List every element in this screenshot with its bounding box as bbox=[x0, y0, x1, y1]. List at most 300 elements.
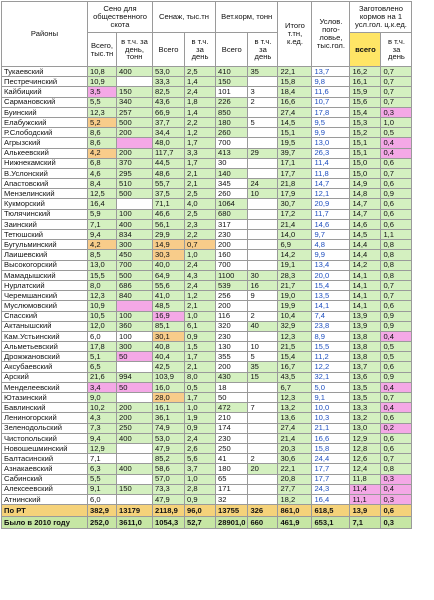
table-cell: 66,9 bbox=[153, 107, 185, 117]
table-cell bbox=[117, 138, 153, 148]
table-cell: 37,5 bbox=[153, 189, 185, 199]
table-cell: 57,0 bbox=[153, 474, 185, 484]
footer-cell: 2118,9 bbox=[153, 505, 185, 517]
table-cell: 14,0 bbox=[278, 230, 312, 240]
table-cell: 370 bbox=[117, 158, 153, 168]
table-cell: 12,9 bbox=[350, 433, 381, 443]
table-cell: 14,4 bbox=[350, 240, 381, 250]
table-cell: 74,9 bbox=[153, 423, 185, 433]
table-cell: 2,1 bbox=[185, 168, 216, 178]
table-cell: 0,6 bbox=[381, 219, 412, 229]
table-cell: 1,0 bbox=[185, 403, 216, 413]
table-cell: 16,7 bbox=[278, 362, 312, 372]
footer-cell: 861,0 bbox=[278, 505, 312, 517]
table-cell: 13,0 bbox=[88, 260, 117, 270]
table-cell: 12,1 bbox=[312, 189, 350, 199]
col-header-haylage: Сенаж, тыс.тн bbox=[153, 2, 216, 33]
table-cell: 12,0 bbox=[88, 321, 117, 331]
table-cell: 24,4 bbox=[312, 454, 350, 464]
table-cell: 39,7 bbox=[278, 148, 312, 158]
table-cell: 10,2 bbox=[88, 403, 117, 413]
table-cell: 171 bbox=[216, 484, 248, 494]
footer-cell: 52,7 bbox=[185, 517, 216, 529]
table-cell: 4,3 bbox=[88, 413, 117, 423]
table-cell: 150 bbox=[117, 87, 153, 97]
table-cell: 9,4 bbox=[88, 230, 117, 240]
table-cell: 0,9 bbox=[381, 372, 412, 382]
footer-cell: 461,9 bbox=[278, 517, 312, 529]
district-name: Тетюшский bbox=[2, 230, 88, 240]
col-header-district: Районы bbox=[2, 2, 88, 67]
footer-cell: 653,1 bbox=[312, 517, 350, 529]
table-cell: 0,6 bbox=[381, 179, 412, 189]
table-cell: 3,5 bbox=[88, 87, 117, 97]
table-cell bbox=[248, 484, 278, 494]
table-cell: 22,1 bbox=[278, 67, 312, 77]
table-cell: 16,0 bbox=[153, 382, 185, 392]
table-cell: 0,5 bbox=[381, 352, 412, 362]
table-row bbox=[2, 454, 412, 464]
table-cell: 700 bbox=[216, 138, 248, 148]
table-cell: 13,6 bbox=[278, 413, 312, 423]
table-cell: 8,0 bbox=[88, 280, 117, 290]
table-cell: 15,4 bbox=[350, 107, 381, 117]
table-cell: 300 bbox=[117, 342, 153, 352]
table-cell: 2 bbox=[248, 311, 278, 321]
table-cell bbox=[248, 230, 278, 240]
footer-cell: 13179 bbox=[117, 505, 153, 517]
table-cell: 10,0 bbox=[312, 403, 350, 413]
table-cell: 200 bbox=[117, 148, 153, 158]
table-cell: 15,0 bbox=[350, 158, 381, 168]
footer-cell: 252,0 bbox=[88, 517, 117, 529]
table-cell: 400 bbox=[117, 219, 153, 229]
table-row bbox=[2, 97, 412, 107]
table-cell: 8,5 bbox=[88, 250, 117, 260]
table-cell: 48,5 bbox=[153, 301, 185, 311]
table-cell bbox=[248, 331, 278, 341]
table-cell: 53,0 bbox=[153, 67, 185, 77]
table-cell: 5 bbox=[248, 352, 278, 362]
table-cell bbox=[117, 199, 153, 209]
table-cell: 0,3 bbox=[381, 474, 412, 484]
table-cell: 994 bbox=[117, 372, 153, 382]
table-row bbox=[2, 199, 412, 209]
table-cell: 41,0 bbox=[153, 291, 185, 301]
table-cell: 180 bbox=[216, 117, 248, 127]
table-cell bbox=[117, 301, 153, 311]
table-cell: 13,8 bbox=[350, 342, 381, 352]
table-cell: 400 bbox=[117, 433, 153, 443]
table-cell: 13,8 bbox=[350, 352, 381, 362]
table-cell: 2,4 bbox=[185, 433, 216, 443]
table-cell: 13,6 bbox=[350, 372, 381, 382]
table-cell: 140 bbox=[216, 168, 248, 178]
table-row bbox=[2, 311, 412, 321]
footer-cell: 7,1 bbox=[350, 517, 381, 529]
district-name: Сабинский bbox=[2, 474, 88, 484]
table-cell bbox=[117, 494, 153, 504]
table-cell: 2,4 bbox=[185, 87, 216, 97]
district-name: Алексеевский bbox=[2, 484, 88, 494]
table-cell: 3 bbox=[248, 87, 278, 97]
table-cell: 16,1 bbox=[350, 77, 381, 87]
table-cell: 9,1 bbox=[312, 393, 350, 403]
table-cell: 14,7 bbox=[350, 209, 381, 219]
table-cell: 1,0 bbox=[185, 250, 216, 260]
table-cell: 30,7 bbox=[278, 199, 312, 209]
district-name: Альметьевский bbox=[2, 342, 88, 352]
table-cell: 11,1 bbox=[350, 494, 381, 504]
table-cell: 116 bbox=[216, 311, 248, 321]
table-cell: 10,8 bbox=[88, 67, 117, 77]
table-cell: 9 bbox=[248, 291, 278, 301]
table-cell: 3,7 bbox=[185, 464, 216, 474]
table-cell: 7,1 bbox=[88, 454, 117, 464]
table-cell: 117,7 bbox=[153, 148, 185, 158]
table-cell bbox=[248, 158, 278, 168]
table-row bbox=[2, 260, 412, 270]
table-cell: 257 bbox=[117, 107, 153, 117]
table-cell: 200 bbox=[216, 301, 248, 311]
table-cell: 2,5 bbox=[185, 67, 216, 77]
table-cell: 23,8 bbox=[312, 321, 350, 331]
table-cell: 35 bbox=[248, 67, 278, 77]
table-row bbox=[2, 158, 412, 168]
district-name: Азнакаевский bbox=[2, 464, 88, 474]
table-cell: 46,6 bbox=[153, 209, 185, 219]
table-cell: 5,5 bbox=[88, 474, 117, 484]
table-cell: 13,5 bbox=[350, 393, 381, 403]
table-cell: 0,7 bbox=[185, 240, 216, 250]
table-cell bbox=[248, 443, 278, 453]
table-cell: 35 bbox=[248, 362, 278, 372]
table-cell: 355 bbox=[216, 352, 248, 362]
district-name: Зеленодольский bbox=[2, 423, 88, 433]
table-cell: 5,0 bbox=[312, 382, 350, 392]
table-cell: 14,1 bbox=[312, 301, 350, 311]
district-name: Атнинский bbox=[2, 494, 88, 504]
sub-header-green-perday: в т.ч. за день bbox=[248, 33, 278, 67]
table-cell bbox=[248, 209, 278, 219]
district-name: Актанышский bbox=[2, 321, 88, 331]
table-cell bbox=[248, 128, 278, 138]
footer-cell: 28901,0 bbox=[216, 517, 248, 529]
district-name: Заинский bbox=[2, 219, 88, 229]
table-cell: 48,0 bbox=[153, 138, 185, 148]
district-name: Алькеевский bbox=[2, 148, 88, 158]
table-cell: 2,4 bbox=[185, 280, 216, 290]
table-cell bbox=[248, 219, 278, 229]
district-name: Мензелинский bbox=[2, 189, 88, 199]
table-cell: 180 bbox=[216, 464, 248, 474]
table-cell: 2,1 bbox=[185, 301, 216, 311]
sub-header-prepared-all: всего bbox=[350, 33, 381, 67]
table-cell: 14,6 bbox=[312, 219, 350, 229]
table-cell: 500 bbox=[117, 117, 153, 127]
table-cell: 7 bbox=[248, 403, 278, 413]
table-cell: 7,4 bbox=[312, 311, 350, 321]
table-cell: 15,4 bbox=[312, 280, 350, 290]
table-cell: 0,6 bbox=[381, 158, 412, 168]
table-cell: 14,9 bbox=[350, 179, 381, 189]
table-row bbox=[2, 331, 412, 341]
table-cell: 13,3 bbox=[350, 403, 381, 413]
table-row bbox=[2, 168, 412, 178]
table-cell: 12,3 bbox=[88, 291, 117, 301]
table-cell: 15,1 bbox=[278, 128, 312, 138]
table-cell: 10,7 bbox=[312, 97, 350, 107]
table-cell: 14,9 bbox=[153, 240, 185, 250]
table-cell: 14,1 bbox=[350, 291, 381, 301]
table-cell: 73,3 bbox=[153, 484, 185, 494]
table-cell: 13,0 bbox=[350, 423, 381, 433]
table-cell: 43,5 bbox=[278, 372, 312, 382]
table-cell: 317 bbox=[216, 219, 248, 229]
table-cell bbox=[248, 260, 278, 270]
district-name: Дрожжановский bbox=[2, 352, 88, 362]
district-name: Бавлинский bbox=[2, 403, 88, 413]
table-cell: 200 bbox=[117, 413, 153, 423]
table-cell: 413 bbox=[216, 148, 248, 158]
table-cell: 0,6 bbox=[381, 301, 412, 311]
table-cell: 12,3 bbox=[88, 107, 117, 117]
table-cell: 27,4 bbox=[278, 107, 312, 117]
table-cell: 14,5 bbox=[278, 117, 312, 127]
table-cell: 100 bbox=[117, 209, 153, 219]
table-cell: 12,6 bbox=[350, 454, 381, 464]
table-cell: 8,9 bbox=[312, 331, 350, 341]
footer-cell: 0,3 bbox=[381, 517, 412, 529]
table-cell: 14,1 bbox=[350, 280, 381, 290]
district-name: Пестречинский bbox=[2, 77, 88, 87]
table-row bbox=[2, 189, 412, 199]
footer-cell: 13,9 bbox=[350, 505, 381, 517]
table-cell: 82,5 bbox=[153, 87, 185, 97]
table-row bbox=[2, 301, 412, 311]
table-cell: 15,1 bbox=[350, 138, 381, 148]
table-cell: 0,8 bbox=[381, 260, 412, 270]
table-cell: 0,9 bbox=[185, 331, 216, 341]
table-cell: 16,4 bbox=[88, 199, 117, 209]
table-cell: 30,3 bbox=[153, 250, 185, 260]
table-cell: 0,4 bbox=[381, 403, 412, 413]
district-name: Кайбицкий bbox=[2, 87, 88, 97]
table-cell: 410 bbox=[216, 67, 248, 77]
table-cell: 0,5 bbox=[381, 342, 412, 352]
table-cell: 0,7 bbox=[381, 67, 412, 77]
table-cell: 11,7 bbox=[312, 209, 350, 219]
prev-year-row bbox=[2, 517, 412, 529]
table-cell: 17,1 bbox=[278, 158, 312, 168]
table-cell: 13,7 bbox=[312, 67, 350, 77]
table-cell: 0,7 bbox=[381, 77, 412, 87]
table-cell: 19,1 bbox=[278, 260, 312, 270]
table-cell: 400 bbox=[117, 67, 153, 77]
table-cell: 17,8 bbox=[312, 107, 350, 117]
district-name: Ютазинский bbox=[2, 393, 88, 403]
table-row bbox=[2, 423, 412, 433]
table-cell: 0,2 bbox=[381, 423, 412, 433]
table-cell: 15,2 bbox=[350, 128, 381, 138]
sub-header-hay-perday: в т.ч. за день, тонн bbox=[117, 33, 153, 67]
table-cell: 0,7 bbox=[381, 280, 412, 290]
table-cell: 8,6 bbox=[88, 138, 117, 148]
table-cell: 2,5 bbox=[185, 189, 216, 199]
table-cell: 19,0 bbox=[278, 291, 312, 301]
col-header-prepared: Заготовлено кормов на 1 усл.гол. ц.к.ед. bbox=[350, 2, 412, 33]
table-cell: 40 bbox=[248, 321, 278, 331]
table-cell: 0,7 bbox=[381, 97, 412, 107]
table-cell: 0,8 bbox=[381, 240, 412, 250]
district-name: Новошешминский bbox=[2, 443, 88, 453]
total-row bbox=[2, 505, 412, 517]
table-cell: 2,2 bbox=[185, 230, 216, 240]
table-row bbox=[2, 494, 412, 504]
table-row bbox=[2, 179, 412, 189]
table-cell: 0,6 bbox=[381, 199, 412, 209]
table-cell: 200 bbox=[117, 128, 153, 138]
table-cell: 250 bbox=[117, 423, 153, 433]
table-cell: 20,0 bbox=[312, 270, 350, 280]
table-cell: 1100 bbox=[216, 270, 248, 280]
table-cell: 15,4 bbox=[278, 352, 312, 362]
table-cell: 11,6 bbox=[312, 87, 350, 97]
table-row bbox=[2, 464, 412, 474]
table-cell: 6,9 bbox=[278, 240, 312, 250]
table-cell bbox=[117, 77, 153, 87]
table-cell: 295 bbox=[117, 168, 153, 178]
table-cell: 6,3 bbox=[88, 464, 117, 474]
table-cell: 85,2 bbox=[153, 454, 185, 464]
table-cell: 5 bbox=[248, 117, 278, 127]
table-row bbox=[2, 321, 412, 331]
table-cell: 30,6 bbox=[278, 454, 312, 464]
table-cell: 12,5 bbox=[88, 189, 117, 199]
table-cell: 40,8 bbox=[153, 342, 185, 352]
table-cell: 8,0 bbox=[185, 372, 216, 382]
table-cell: 5,1 bbox=[88, 352, 117, 362]
table-cell: 30 bbox=[216, 158, 248, 168]
table-cell: 101 bbox=[216, 87, 248, 97]
table-cell: 28,3 bbox=[278, 270, 312, 280]
table-cell: 226 bbox=[216, 97, 248, 107]
col-header-green: Вет.корм, тонн bbox=[216, 2, 278, 33]
footer-label: Было в 2010 году bbox=[2, 517, 88, 529]
table-cell: 4,8 bbox=[312, 240, 350, 250]
table-cell: 17,7 bbox=[312, 474, 350, 484]
table-cell: 48,6 bbox=[153, 168, 185, 178]
district-name: Сармановский bbox=[2, 97, 88, 107]
table-cell: 15,9 bbox=[350, 87, 381, 97]
table-cell: 2,3 bbox=[185, 219, 216, 229]
table-cell: 11,8 bbox=[350, 474, 381, 484]
table-row bbox=[2, 240, 412, 250]
table-cell: 0,9 bbox=[381, 321, 412, 331]
table-cell: 130 bbox=[216, 342, 248, 352]
table-cell: 27,4 bbox=[278, 423, 312, 433]
table-cell: 0,5 bbox=[381, 128, 412, 138]
table-row bbox=[2, 372, 412, 382]
footer-cell: 660 bbox=[248, 517, 278, 529]
table-cell: 340 bbox=[117, 97, 153, 107]
table-cell: 22,1 bbox=[278, 464, 312, 474]
table-cell: 71,1 bbox=[153, 199, 185, 209]
table-cell: 15 bbox=[248, 372, 278, 382]
table-cell: 834 bbox=[117, 230, 153, 240]
table-cell: 230 bbox=[216, 230, 248, 240]
table-cell: 55,7 bbox=[153, 179, 185, 189]
table-cell: 55,6 bbox=[153, 280, 185, 290]
table-cell: 17,7 bbox=[312, 464, 350, 474]
table-cell: 65 bbox=[216, 474, 248, 484]
district-name: Балтасинский bbox=[2, 454, 88, 464]
table-cell: 2,6 bbox=[185, 443, 216, 453]
table-row bbox=[2, 250, 412, 260]
table-cell: 24,3 bbox=[312, 484, 350, 494]
table-cell: 200 bbox=[216, 240, 248, 250]
table-cell: 1,0 bbox=[381, 117, 412, 127]
table-cell: 20,3 bbox=[278, 443, 312, 453]
table-cell: 10 bbox=[248, 189, 278, 199]
table-cell: 256 bbox=[216, 291, 248, 301]
table-cell: 11,4 bbox=[312, 158, 350, 168]
table-cell: 13,2 bbox=[278, 403, 312, 413]
table-cell: 0,9 bbox=[381, 189, 412, 199]
table-cell: 6,0 bbox=[88, 331, 117, 341]
table-row bbox=[2, 148, 412, 158]
table-cell: 0,7 bbox=[381, 393, 412, 403]
table-cell: 40,4 bbox=[153, 352, 185, 362]
table-cell: 13,2 bbox=[350, 413, 381, 423]
table-cell: 9,7 bbox=[312, 230, 350, 240]
table-cell: 0,8 bbox=[381, 464, 412, 474]
table-cell: 32,9 bbox=[278, 321, 312, 331]
district-name: Нурлатский bbox=[2, 280, 88, 290]
sub-header-haylage-perday: в т.ч. за день bbox=[185, 33, 216, 67]
col-header-cond: Услов. пого-ловье, тыс.гол. bbox=[312, 2, 350, 67]
district-name: Агрызский bbox=[2, 138, 88, 148]
table-cell: 345 bbox=[216, 179, 248, 189]
table-row bbox=[2, 484, 412, 494]
table-cell: 0,9 bbox=[185, 494, 216, 504]
table-cell: 18,2 bbox=[278, 494, 312, 504]
table-cell bbox=[117, 443, 153, 453]
table-cell: 5,6 bbox=[185, 454, 216, 464]
table-cell: 56,1 bbox=[153, 219, 185, 229]
table-cell: 1,2 bbox=[185, 291, 216, 301]
district-name: Черемшанский bbox=[2, 291, 88, 301]
table-cell: 21,1 bbox=[312, 423, 350, 433]
table-cell: 10,5 bbox=[88, 311, 117, 321]
table-cell bbox=[248, 433, 278, 443]
table-cell: 43,6 bbox=[153, 97, 185, 107]
table-cell: 14,7 bbox=[350, 199, 381, 209]
table-row bbox=[2, 362, 412, 372]
table-cell: 16,6 bbox=[312, 433, 350, 443]
table-cell: 9,4 bbox=[88, 433, 117, 443]
table-cell: 10 bbox=[248, 342, 278, 352]
table-cell: 0,6 bbox=[381, 209, 412, 219]
table-cell: 16,6 bbox=[278, 97, 312, 107]
district-name: Аксубаевский bbox=[2, 362, 88, 372]
table-cell: 12,4 bbox=[350, 464, 381, 474]
table-row bbox=[2, 413, 412, 423]
table-cell: 300 bbox=[117, 240, 153, 250]
table-cell: 50 bbox=[117, 382, 153, 392]
district-name: Лениногорский bbox=[2, 413, 88, 423]
table-cell: 2,4 bbox=[185, 260, 216, 270]
